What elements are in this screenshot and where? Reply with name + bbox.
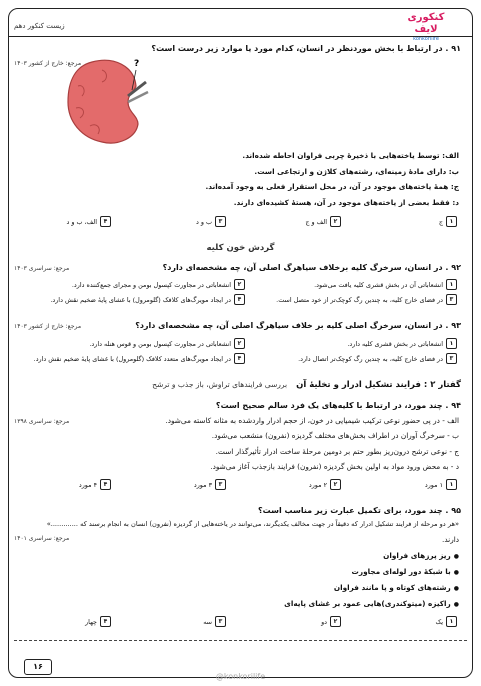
q94-option-4[interactable] bbox=[79, 479, 111, 490]
q91-option-2[interactable] bbox=[305, 216, 341, 227]
q92-option-3[interactable] bbox=[276, 294, 457, 305]
option-label: در فضای خارج کلیه، به چندین رگ کوچک‌تر از خود متصل است. bbox=[276, 295, 443, 304]
question-92-ref: مرجع: سراسری ۱۴۰۳ bbox=[14, 265, 70, 272]
option-label: الف و ج bbox=[305, 217, 327, 226]
option-label: ۳ مورد bbox=[193, 480, 212, 489]
q93-option-3[interactable] bbox=[298, 353, 457, 364]
option-number: ۱ bbox=[446, 216, 457, 227]
option-number: ۳ bbox=[446, 294, 457, 305]
option-label: چهار bbox=[85, 617, 97, 626]
q92-option-2[interactable] bbox=[72, 279, 245, 290]
option-label: در ایجاد مویرگ‌های متعدد کلافک (گلومرول) با غشای پایۀ ضخیم نقش دارد. bbox=[33, 354, 231, 363]
option-label: ۴ مورد bbox=[78, 480, 97, 489]
q95-option-2[interactable] bbox=[321, 616, 341, 627]
option-label: الف، ب و د bbox=[66, 217, 97, 226]
option-number: ۴ bbox=[234, 353, 245, 364]
kidney-shape bbox=[68, 60, 138, 143]
q94-item-d: د - به محض ورود مواد به اولین بخش گردیزه (نفرون) فرایند بازجذب آغاز می‌شود. bbox=[210, 462, 459, 471]
option-label: سه bbox=[203, 617, 212, 626]
q92-option-4[interactable] bbox=[50, 294, 245, 305]
kidney-illustration bbox=[62, 56, 154, 146]
q94-option-2[interactable] bbox=[309, 479, 341, 490]
question-91-title: ۹۱ . در ارتباط با بخش موردنظر در انسان، کدام مورد یا موارد زیر درست است؟ bbox=[151, 44, 461, 53]
chapter-heading: گفتار ۲ : فرایند تشکیل ادرار و تخلیۀ آن bbox=[296, 380, 461, 390]
q91-item-a: الف: توسط یاخته‌هایی با ذخیرۀ چربی فراوان احاطه شده‌اند. bbox=[242, 151, 459, 160]
q91-option-3[interactable] bbox=[196, 216, 226, 227]
q94-item-a: الف - در پی حضور نوعی ترکیب شیمیایی در خون، از حجم ادرار واردشده به مثانه کاسته می‌شود. bbox=[165, 416, 459, 425]
q91-item-d: د: فقط بعضی از یاخته‌های موجود در آن، هستۀ کشیده‌ای دارند. bbox=[233, 198, 459, 207]
option-label: در فضای خارج کلیه، به چندین رگ کوچک‌تر اتصال دارد. bbox=[298, 354, 443, 363]
option-number: ۴ bbox=[100, 479, 111, 490]
option-number: ۱ bbox=[446, 616, 457, 627]
q94-item-c: ج - نوعی ترشح درون‌ریز بطور حتم بر دومین مرحلۀ ساخت ادرار تأثیرگذار است. bbox=[215, 447, 459, 456]
option-number: ۱ bbox=[446, 479, 457, 490]
option-label: ج bbox=[438, 217, 443, 226]
question-92-title: ۹۲ . در انسان، سرخرگ کلیه برخلاف سیاهرگ اصلی آن، چه مشخصه‌ای دارد؟ bbox=[162, 263, 461, 272]
option-number: ۴ bbox=[100, 616, 111, 627]
option-number: ۱ bbox=[446, 279, 457, 290]
q95-option-3[interactable] bbox=[203, 616, 226, 627]
option-number: ۲ bbox=[330, 616, 341, 627]
option-number: ۲ bbox=[234, 279, 245, 290]
option-label: ۲ مورد bbox=[308, 480, 327, 489]
q91-item-b: ب: دارای مادۀ زمینه‌ای، رشته‌های کلاژن و ارتجاعی است. bbox=[254, 167, 459, 176]
q95-item-3: ● رشته‌های کوتاه و پا مانند فراوان bbox=[334, 583, 459, 592]
q95-dash-label: دارند. bbox=[442, 535, 459, 544]
option-number: ۳ bbox=[215, 479, 226, 490]
q91-option-1[interactable] bbox=[439, 216, 457, 227]
option-label: یک bbox=[435, 617, 443, 626]
option-number: ۳ bbox=[446, 353, 457, 364]
q95-item-2: ● با شبکۀ دور لوله‌ای مجاورت bbox=[352, 567, 459, 576]
logo-text: کنکوری لایف bbox=[407, 12, 445, 35]
q94-option-3[interactable] bbox=[194, 479, 226, 490]
option-label: انشعاباتی در مجاورت کپسول بومن و قوس هنله دارد. bbox=[89, 339, 231, 348]
option-number: ۲ bbox=[330, 479, 341, 490]
option-label: انشعاباتی در مجاورت کپسول بومن و مجرای جمع‌کننده دارد. bbox=[71, 280, 231, 289]
logo-subtext: konkorilife bbox=[413, 36, 439, 42]
option-label: در ایجاد مویرگ‌های کلافک (گلومرول) با غشای پایۀ ضخیم نقش دارد. bbox=[50, 295, 231, 304]
option-number: ۱ bbox=[446, 338, 457, 349]
watermark: @konkorilife bbox=[215, 672, 266, 681]
question-95-title: ۹۵ . چند مورد، برای تکمیل عبارت زیر مناسب است؟ bbox=[258, 506, 461, 515]
q94-item-b: ب - سرخرگ آوران در اطراف بخش‌های مختلف گردیزه (نفرون) منشعب می‌شود. bbox=[211, 431, 459, 440]
q91-item-c: ج: همۀ یاخته‌های موجود در آن، در محل استقرار فعلی به وجود آمده‌اند. bbox=[205, 182, 459, 191]
option-label: انشعاباتی در بخش قشری کلیه دارد. bbox=[347, 339, 443, 348]
q95-statement: «هر دو مرحله از فرایند تشکیل ادرار که دقیقاً در جهت مخالف یکدیگرند، می‌توانند در یاخته‌هایی از گردیزه (نفرون) انسان به انجام برسند که .............» bbox=[46, 520, 459, 528]
question-93-ref: مرجع: خارج از کشور ۱۴۰۳ bbox=[14, 323, 82, 330]
q93-option-2[interactable] bbox=[89, 338, 245, 349]
question-mark-label: ? bbox=[134, 59, 140, 69]
footer-divider bbox=[14, 640, 467, 641]
option-number: ۳ bbox=[215, 216, 226, 227]
option-number: ۲ bbox=[330, 216, 341, 227]
q92-option-1[interactable] bbox=[314, 279, 457, 290]
q93-option-1[interactable] bbox=[347, 338, 457, 349]
q93-option-4[interactable] bbox=[34, 353, 245, 364]
question-94-ref: مرجع: سراسری ۱۳۹۸ bbox=[14, 418, 70, 425]
chapter-title bbox=[152, 380, 461, 390]
q94-option-1[interactable] bbox=[425, 479, 457, 490]
header-divider bbox=[8, 36, 473, 37]
q91-option-4[interactable] bbox=[67, 216, 111, 227]
option-number: ۲ bbox=[234, 338, 245, 349]
q95-item-4: ● راکیزه (میتوکندری)هایی عمود بر غشای پایه‌ای bbox=[284, 599, 459, 608]
question-94-title: ۹۴ . چند مورد، در ارتباط با کلیه‌های یک فرد سالم صحیح است؟ bbox=[215, 401, 461, 410]
option-label: انشعاباتی آن در بخش قشری کلیه یافت می‌شود. bbox=[314, 280, 443, 289]
question-95-ref: مرجع: سراسری ۱۴۰۱ bbox=[14, 535, 70, 542]
chapter-subtitle: بررسی فرایندهای تراوش، باز جذب و ترشح bbox=[152, 380, 288, 389]
q95-option-1[interactable] bbox=[436, 616, 458, 627]
option-number: ۴ bbox=[100, 216, 111, 227]
option-label: ب و د bbox=[195, 217, 212, 226]
option-number: ۴ bbox=[234, 294, 245, 305]
header-title: زیست کنکور دهم bbox=[14, 22, 65, 30]
page-number: ۱۶ bbox=[24, 659, 52, 675]
option-label: ۱ مورد bbox=[424, 480, 443, 489]
q95-option-4[interactable] bbox=[85, 616, 111, 627]
q95-item-1: ● ریز پرزهای فراوان bbox=[383, 551, 459, 560]
question-91-ref: مرجع: خارج از کشور ۱۴۰۳ bbox=[14, 60, 82, 67]
brand-logo[interactable] bbox=[395, 12, 457, 42]
option-number: ۳ bbox=[215, 616, 226, 627]
option-label: دو bbox=[321, 617, 327, 626]
section-title-blood-flow: گردش خون کلیه bbox=[206, 243, 275, 253]
question-93-title: ۹۳ . در انسان، سرخرگ اصلی کلیه بر خلاف سیاهرگ اصلی آن، چه مشخصه‌ای دارد؟ bbox=[135, 321, 461, 330]
